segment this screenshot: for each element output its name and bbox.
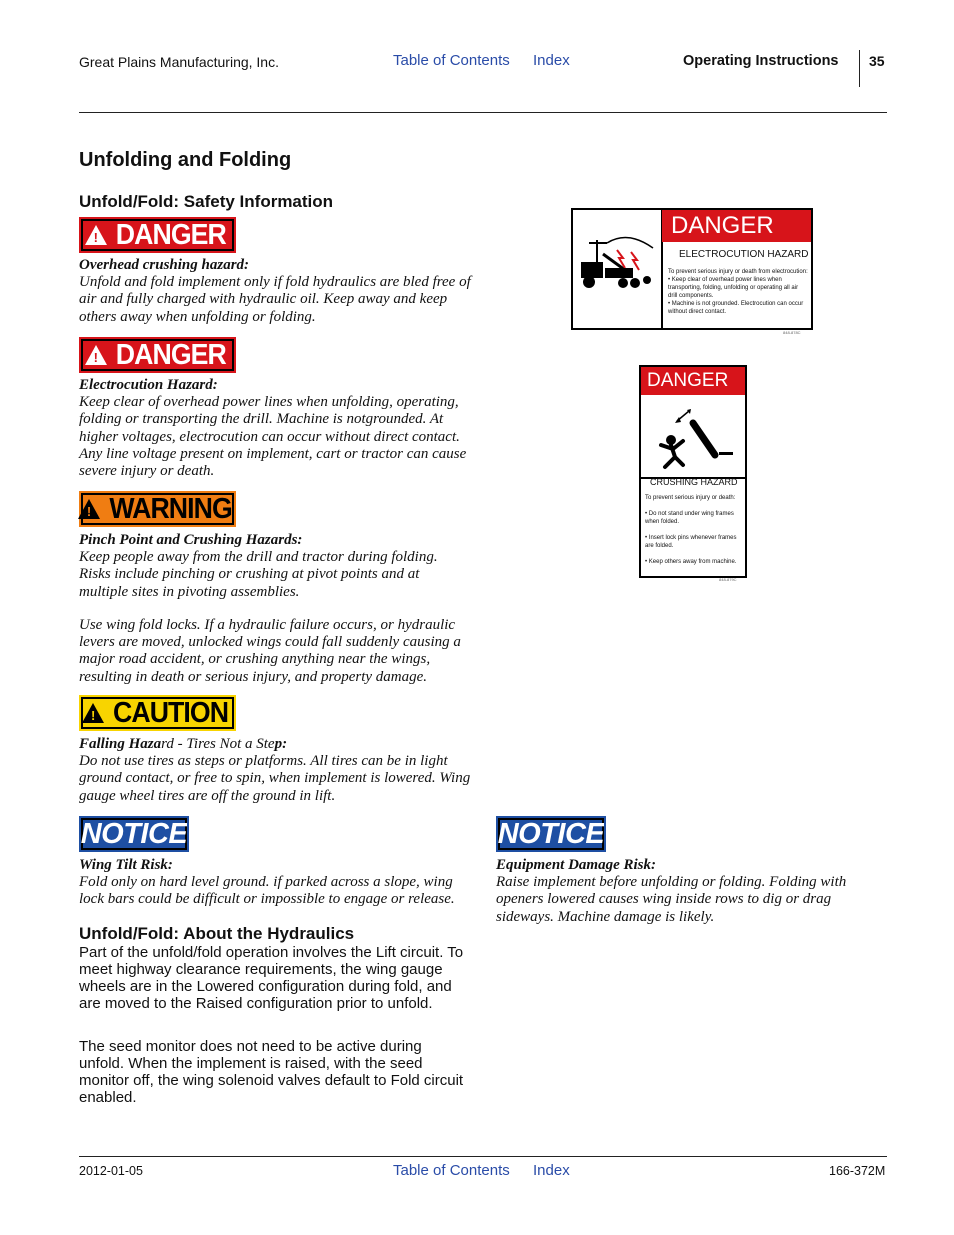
notice-badge-right — [498, 818, 604, 850]
toc-link-bottom[interactable]: Table of Contents — [393, 1162, 510, 1179]
hazard-text: Raise implement before unfolding or folding. Folding with openers lowered causes wing inside rows to dig or drag sideways. Machine damage is likely. — [496, 874, 847, 925]
notice-badge-left — [81, 818, 187, 850]
pinch-point-block — [79, 532, 471, 601]
section-title: Operating Instructions — [683, 53, 839, 69]
footer-rule — [79, 1156, 887, 1157]
hazard-title: Equipment Damage Risk: — [496, 857, 657, 873]
hazard-title: Falling Hazard - Tires Not a Step: — [79, 736, 288, 752]
electrocution-pictogram — [573, 210, 663, 328]
equipment-damage-block — [496, 857, 871, 926]
index-link-top[interactable]: Index — [533, 52, 570, 69]
alert-triangle-icon: ! — [78, 499, 100, 519]
wing-fold-locks-text: Use wing fold locks. If a hydraulic failure occurs, or hydraulic levers are moved, unlocked wings could fall suddenly causing a major road accident, or crushing anything near the wings, resulting in death or serious injury, and property damage. — [79, 617, 461, 685]
decal-text: To prevent serious injury or death: • Do not stand under wing frames when folded. • Insert lock pins whenever frames are folded. • Keep others away from machine. — [645, 495, 737, 565]
decal-header — [641, 367, 745, 395]
decal-header-label: DANGER — [671, 212, 774, 239]
caution-badge — [81, 697, 234, 729]
hydraulics-paragraph-1: Part of the unfold/fold operation involves the Lift circuit. To meet highway clearance requirements, the wing gauge wheels are in the Lowered configuration during fold, and are moved to the Raised configuration prior to unfold. — [79, 944, 464, 1012]
badge-label: DANGER — [115, 218, 226, 251]
danger-badge-1 — [81, 219, 234, 251]
warning-badge — [81, 493, 234, 525]
badge-label: NOTICE — [80, 817, 188, 850]
electrocution-block — [79, 377, 471, 480]
decal-header — [662, 210, 811, 242]
decal-part-number: 848-879C — [719, 577, 737, 582]
hazard-text: Keep people away from the drill and tractor during folding. Risks include pinching or crushing at pivot points and at multiple sites in pivoting assemblies. — [79, 549, 438, 600]
company-name: Great Plains Manufacturing, Inc. — [79, 54, 279, 70]
hazard-title: Pinch Point and Crushing Hazards: — [79, 532, 303, 548]
hazard-title: Electrocution Hazard: — [79, 377, 218, 393]
electrocution-decal — [571, 208, 813, 335]
header-rule — [79, 112, 887, 113]
decal-text: To prevent serious injury or death from electrocution: • Keep clear of overhead power lines when transporting, folding, unfolding or operating all air drill components. • Machine is not grounded. Electrocution can occur without direct contact. — [668, 269, 808, 315]
hazard-text: Keep clear of overhead power lines when unfolding, operating, folding or transporting the drill. Machine is notgrounded. At higher voltages, electrocution can occur without direct contact. Any line voltage present on implement, cart or tractor can cause severe injury or death. — [79, 394, 467, 480]
hydraulics-paragraph-2: The seed monitor does not need to be active during unfold. When the implement is raised, with the seed monitor off, the wing solenoid valves default to Fold circuit enabled. — [79, 1038, 464, 1106]
safety-heading: Unfold/Fold: Safety Information — [79, 192, 334, 211]
wing-tilt-block — [79, 857, 471, 909]
hazard-text: Unfold and fold implement only if fold hydraulics are bled free of air and fully charged with hydraulic oil. Keep away and keep others away when unfolding or folding. — [79, 274, 471, 325]
index-link-bottom[interactable]: Index — [533, 1162, 570, 1179]
hazard-text: Do not use tires as steps or platforms. All tires can be in light ground contact, or free to spin, when implement is lowered. Wing gauge wheel tires are off the ground in lift. — [79, 753, 471, 804]
crushing-pictogram — [641, 395, 745, 479]
hazard-text: Fold only on hard level ground. if parked across a slope, wing lock bars could be difficult or impossible to engage or release. — [79, 874, 455, 908]
danger-badge-2 — [81, 339, 234, 371]
overhead-crushing-block — [79, 257, 471, 326]
badge-label: DANGER — [115, 338, 226, 371]
badge-label: NOTICE — [497, 817, 605, 850]
alert-triangle-icon: ! — [82, 703, 104, 723]
falling-hazard-block — [79, 736, 471, 805]
hydraulics-heading: Unfold/Fold: About the Hydraulics — [79, 924, 355, 943]
hazard-title: Overhead crushing hazard: — [79, 257, 250, 273]
alert-triangle-icon: ! — [85, 345, 107, 365]
decal-subtitle: ELECTROCUTION HAZARD — [679, 249, 809, 260]
decal-header-label: DANGER — [647, 370, 729, 391]
alert-triangle-icon: ! — [85, 225, 107, 245]
page-title: Unfolding and Folding — [79, 149, 292, 171]
badge-label: WARNING — [109, 492, 232, 525]
hazard-title: Wing Tilt Risk: — [79, 857, 173, 873]
toc-link-top[interactable]: Table of Contents — [393, 52, 510, 69]
footer-doc-number: 166-372M — [829, 1164, 886, 1178]
header-divider — [859, 50, 860, 87]
crushing-decal — [639, 365, 747, 582]
footer-date: 2012-01-05 — [79, 1164, 143, 1178]
page-number: 35 — [869, 53, 885, 69]
decal-subtitle: CRUSHING HAZARD — [650, 477, 738, 487]
badge-label: CAUTION — [112, 696, 229, 729]
decal-part-number: 848-878C — [783, 330, 801, 335]
